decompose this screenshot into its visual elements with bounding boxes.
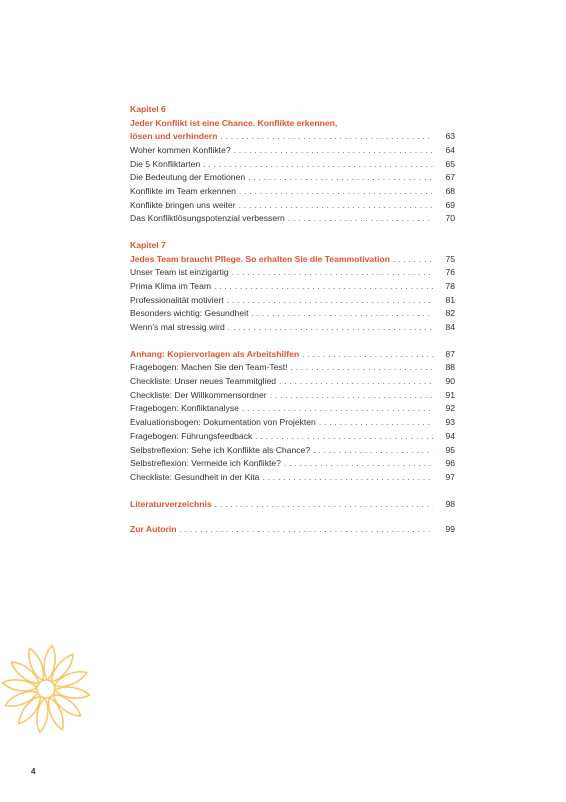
toc-entry[interactable] — [130, 389, 455, 403]
dot-leader — [234, 144, 433, 158]
page-ref: 92 — [445, 403, 455, 414]
entry-title: Checkliste: Unser neues Teammitglied — [130, 376, 277, 387]
chapter-title-entry[interactable] — [130, 130, 455, 144]
page-ref: 93 — [445, 417, 455, 428]
dot-leader — [393, 253, 433, 267]
page-ref: 94 — [445, 430, 455, 441]
toc-entry[interactable] — [130, 280, 455, 294]
page-ref: 90 — [445, 376, 455, 387]
literatur-entry[interactable] — [130, 498, 455, 512]
dot-leader — [232, 266, 433, 280]
page-ref: 95 — [445, 444, 455, 455]
toc-entry[interactable] — [130, 307, 455, 321]
page-ref: 76 — [445, 267, 455, 278]
dot-leader — [288, 212, 433, 226]
entry-title: Checkliste: Der Willkommensordner — [130, 389, 267, 400]
chapter-title: Jedes Team braucht Pflege. So erhalten Sie die Teammotivation — [130, 253, 390, 264]
dot-leader — [215, 498, 433, 512]
dot-leader — [239, 199, 433, 213]
page-ref: 65 — [445, 158, 455, 169]
toc-entry[interactable] — [130, 185, 455, 199]
chapter-label: Kapitel 7 — [130, 240, 166, 250]
dot-leader — [248, 171, 433, 185]
page-ref: 82 — [445, 308, 455, 319]
autorin-entry[interactable] — [130, 523, 455, 537]
entry-title: Evaluationsbogen: Dokumentation von Projekten — [130, 417, 316, 428]
entry-title: Die Bedeutung der Emotionen — [130, 172, 246, 183]
toc-entry[interactable] — [130, 158, 455, 172]
toc-entry[interactable] — [130, 266, 455, 280]
chapter-title-line-2: lösen und verhindern — [130, 131, 218, 142]
toc-entry[interactable] — [130, 321, 455, 335]
flower-center — [37, 680, 55, 698]
entry-title: Fragebogen: Führungsfeedback — [130, 430, 253, 441]
toc-entry[interactable] — [130, 416, 455, 430]
page-ref: 84 — [445, 322, 455, 333]
entry-title: Fragebogen: Konfliktanalyse — [130, 403, 239, 414]
entry-title: Prima Klima im Team — [130, 280, 212, 291]
dot-leader — [319, 416, 433, 430]
page-number: 4 — [31, 767, 36, 776]
page-ref: 91 — [445, 389, 455, 400]
page-ref: 81 — [445, 294, 455, 305]
entry-title: Unser Team ist einzigartig — [130, 267, 229, 278]
autorin-title: Zur Autorin — [130, 524, 177, 535]
chapter-title-entry[interactable] — [130, 253, 455, 267]
literatur-title: Literaturverzeichnis — [130, 498, 212, 509]
dot-leader — [302, 348, 433, 362]
flower-petal — [8, 658, 42, 688]
entry-title: Woher kommen Konflikte? — [130, 144, 231, 155]
page-ref: 67 — [445, 172, 455, 183]
entry-title: Selbstreflexion: Sehe ich Konflikte als Chance? — [130, 444, 311, 455]
dot-leader — [279, 375, 433, 389]
dot-leader — [270, 389, 433, 403]
toc-entry[interactable] — [130, 294, 455, 308]
flower-petal — [47, 651, 77, 685]
entry-title: Das Konfliktlösungspotenzial verbessern — [130, 213, 285, 224]
dot-leader — [291, 361, 434, 375]
page-ref: 63 — [445, 131, 455, 142]
flower-petal — [42, 645, 57, 681]
dot-leader — [239, 185, 433, 199]
page-ref: 97 — [445, 471, 455, 482]
toc-entry[interactable] — [130, 199, 455, 213]
dot-leader — [262, 471, 433, 485]
appendix — [130, 348, 455, 485]
page-ref: 99 — [445, 524, 455, 535]
page-ref: 98 — [445, 498, 455, 509]
toc-entry[interactable] — [130, 444, 455, 458]
entry-title: Selbstreflexion: Vermeide ich Konflikte? — [130, 458, 281, 469]
entry-title: Besonders wichtig: Gesundheit — [130, 308, 249, 319]
page-ref: 69 — [445, 199, 455, 210]
toc-entry[interactable] — [130, 457, 455, 471]
page-ref: 64 — [445, 144, 455, 155]
toc-entry[interactable] — [130, 402, 455, 416]
page-ref: 78 — [445, 280, 455, 291]
dot-leader — [251, 307, 433, 321]
toc-entry[interactable] — [130, 430, 455, 444]
entry-title: Wenn’s mal stressig wird — [130, 322, 225, 333]
flower-petal — [50, 690, 84, 720]
page-ref: 75 — [445, 253, 455, 264]
entry-title: Fragebogen: Machen Sie den Team-Test! — [130, 362, 288, 373]
dot-leader — [313, 444, 433, 458]
flower-icon — [0, 628, 120, 748]
entry-title: Checkliste: Gesundheit in der Kita — [130, 471, 260, 482]
chapter-label: Kapitel 6 — [130, 104, 166, 114]
entry-title: Konflikte im Team erkennen — [130, 185, 236, 196]
page-ref: 87 — [445, 348, 455, 359]
toc-entry[interactable] — [130, 144, 455, 158]
flower-petal — [2, 678, 38, 693]
dot-leader — [228, 321, 433, 335]
page-ref: 70 — [445, 213, 455, 224]
dot-leader — [179, 523, 433, 537]
dot-leader — [227, 294, 433, 308]
appendix-title-entry[interactable] — [130, 348, 455, 362]
table-of-contents — [130, 103, 455, 537]
toc-entry[interactable] — [130, 375, 455, 389]
dot-leader — [255, 430, 433, 444]
dot-leader — [284, 457, 433, 471]
toc-entry[interactable] — [130, 171, 455, 185]
page-ref: 96 — [445, 458, 455, 469]
appendix-title: Anhang: Kopiervorlagen als Arbeitshilfen — [130, 348, 300, 359]
toc-entry[interactable] — [130, 212, 455, 226]
dot-leader — [220, 130, 433, 144]
page-ref: 88 — [445, 362, 455, 373]
toc-entry[interactable] — [130, 361, 455, 375]
entry-title: Die 5 Konfliktarten — [130, 158, 201, 169]
page-ref: 68 — [445, 185, 455, 196]
flower-petal — [15, 693, 45, 727]
dot-leader — [242, 402, 433, 416]
entry-title: Professionalität motiviert — [130, 294, 224, 305]
flower-petal — [54, 685, 90, 700]
chapter-7 — [130, 239, 455, 335]
dot-leader — [214, 280, 433, 294]
dot-leader — [203, 158, 433, 172]
chapter-title-line-1: Jeder Konflikt ist eine Chance. Konflikte erkennen, — [130, 117, 338, 128]
flower-petal — [35, 697, 50, 733]
toc-entry[interactable] — [130, 471, 455, 485]
entry-title: Konflikte bringen uns weiter — [130, 199, 236, 210]
chapter-6 — [130, 103, 455, 226]
